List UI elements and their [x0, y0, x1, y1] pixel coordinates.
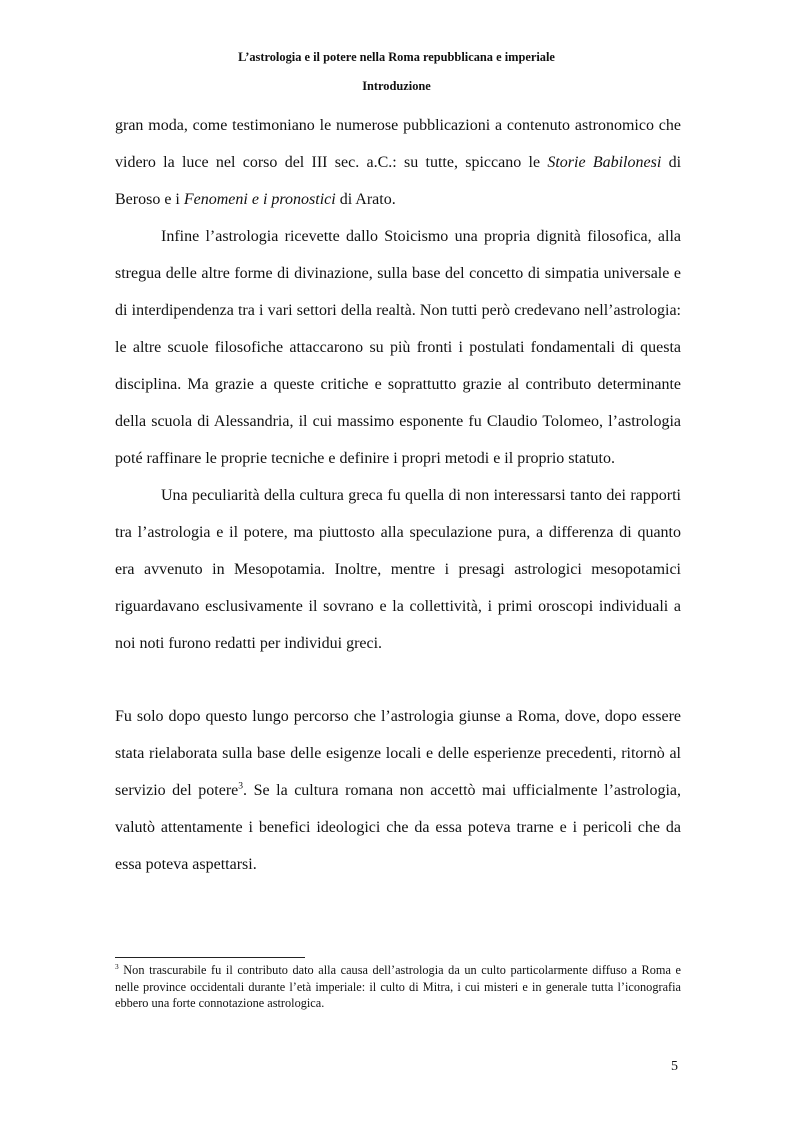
- paragraph-4-text-b: . Se la cultura romana non accettò mai ufficialmente l’astrologia, valutò attentamente i benefici ideologici che da essa poteva trarne e i pericoli che da essa poteva aspettarsi.: [115, 782, 681, 873]
- running-header-title: L’astrologia e il potere nella Roma repubblicana e imperiale: [238, 50, 555, 64]
- paragraph-4: [115, 698, 681, 883]
- paragraph-spacer: [115, 662, 681, 698]
- paragraph-1-text-a: gran moda, come testimoniano le numerose pubblicazioni a contenuto astronomico che videro la luce nel corso del III sec. a.C.: su tutte, spiccano le: [115, 117, 681, 171]
- body-text: [115, 107, 681, 883]
- paragraph-1: [115, 107, 681, 218]
- italic-title-fenomeni: Fenomeni e i pronostici: [183, 191, 336, 208]
- footnote-text: Non trascurabile fu il contributo dato alla causa dell’astrologia da un culto particolarmente diffuso a Roma e nelle province occidentali durante l’età imperiale: il culto di Mitra, i cui misteri e in generale tutta l’iconografia ebbero una forte connotazione astrologica.: [115, 963, 681, 1010]
- paragraph-1-text-b: di Beroso e i: [115, 154, 682, 208]
- running-header-section: Introduzione: [362, 79, 431, 93]
- paragraph-3: Una peculiarità della cultura greca fu quella di non interessarsi tanto dei rapporti tra l’astrologia e il potere, ma piuttosto alla speculazione pura, a differenza di quanto era avvenuto in Mesopotamia. Inoltre, mentre i presagi astrologici mesopotamici riguardavano esclusivamente il sovrano e la collettività, i primi oroscopi individuali a noi noti furono redatti per individui greci.: [115, 487, 681, 652]
- page-number: 5: [671, 1059, 678, 1074]
- footnote-reference[interactable]: 3: [238, 780, 244, 792]
- footnote-separator: [115, 957, 305, 958]
- paragraph-2: Infine l’astrologia ricevette dallo Stoicismo una propria dignità filosofica, alla stregua delle altre forme di divinazione, sulla base del concetto di simpatia universale e di interdipendenza tra i vari settori della realtà. Non tutti però credevano nell’astrologia: le altre scuole filosofiche attaccarono su più fronti i postulati fondamentali di questa disciplina. Ma grazie a queste critiche e soprattutto grazie al contributo determinante della scuola di Alessandria, il cui massimo esponente fu Claudio Tolomeo, l’astrologia poté raffinare le proprie tecniche e definire i propri metodi e il proprio statuto.: [115, 228, 681, 467]
- paragraph-1-text-c: di Arato.: [335, 191, 396, 208]
- italic-title-storie-babilonesi: Storie Babilonesi: [547, 154, 662, 171]
- footnote-number: 3: [115, 961, 119, 971]
- paragraph-4-text-a: Fu solo dopo questo lungo percorso che l’astrologia giunse a Roma, dove, dopo essere stata rielaborata sulla base delle esigenze locali e delle esperienze precedenti, ritornò al servizio del potere: [115, 708, 681, 799]
- footnote: [115, 962, 681, 1012]
